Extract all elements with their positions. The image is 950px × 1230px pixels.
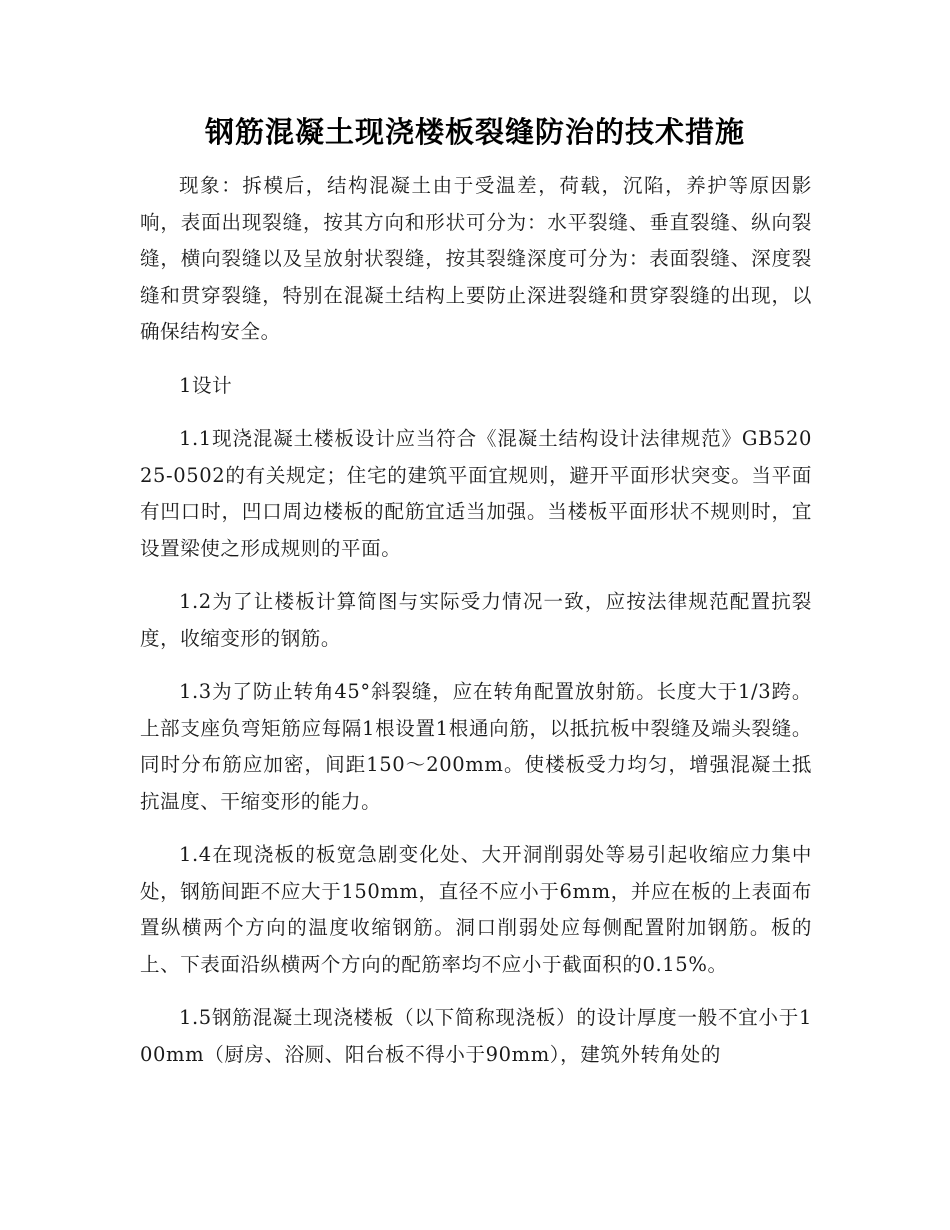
paragraph-phenomenon: 现象：拆模后，结构混凝土由于受温差，荷载，沉陷，养护等原因影响，表面出现裂缝，按其方向和形状可分为：水平裂缝、垂直裂缝、纵向裂缝，横向裂缝以及呈放射状裂缝，按其裂缝深度可分为：表面裂缝、深度裂缝和贯穿裂缝，特别在混凝土结构上要防止深进裂缝和贯穿裂缝的出现，以确保结构安全。: [140, 174, 812, 343]
paragraph-1-5: 1.5钢筋混凝土现浇楼板（以下简称现浇板）的设计厚度一般不宜小于100mm（厨房、浴厕、阳台板不得小于90mm），建筑外转角处的: [140, 1006, 812, 1066]
document-title: 钢筋混凝土现浇楼板裂缝防治的技术措施: [204, 115, 745, 149]
paragraph-1-1: 1.1现浇混凝土楼板设计应当符合《混凝土结构设计法律规范》GB52025-0502的有关规定；住宅的建筑平面宜规则，避开平面形状突变。当平面有凹口时，凹口周边楼板的配筋宜适当加强。当楼板平面形状不规则时，宜设置梁使之形成规则的平面。: [140, 427, 812, 560]
paragraph-1-4: 1.4在现浇板的板宽急剧变化处、大开洞削弱处等易引起收缩应力集中处，钢筋间距不应大于150mm，直径不应小于6mm，并应在板的上表面布置纵横两个方向的温度收缩钢筋。洞口削弱处应每侧配置附加钢筋。板的上、下表面沿纵横两个方向的配筋率均不应小于截面积的0.15%。: [140, 843, 812, 976]
document-body: [140, 168, 812, 1090]
section-heading-design: 1设计: [179, 373, 233, 397]
paragraph-1-2: 1.2为了让楼板计算简图与实际受力情况一致，应按法律规范配置抗裂度，收缩变形的钢筋。: [140, 590, 812, 650]
paragraph-1-3: 1.3为了防止转角45°斜裂缝，应在转角配置放射筋。长度大于1/3跨。上部支座负弯矩筋应每隔1根设置1根通向筋，以抵抗板中裂缝及端头裂缝。同时分布筋应加密，间距150～200mm。使楼板受力均匀，增强混凝土抵抗温度、干缩变形的能力。: [140, 680, 812, 813]
